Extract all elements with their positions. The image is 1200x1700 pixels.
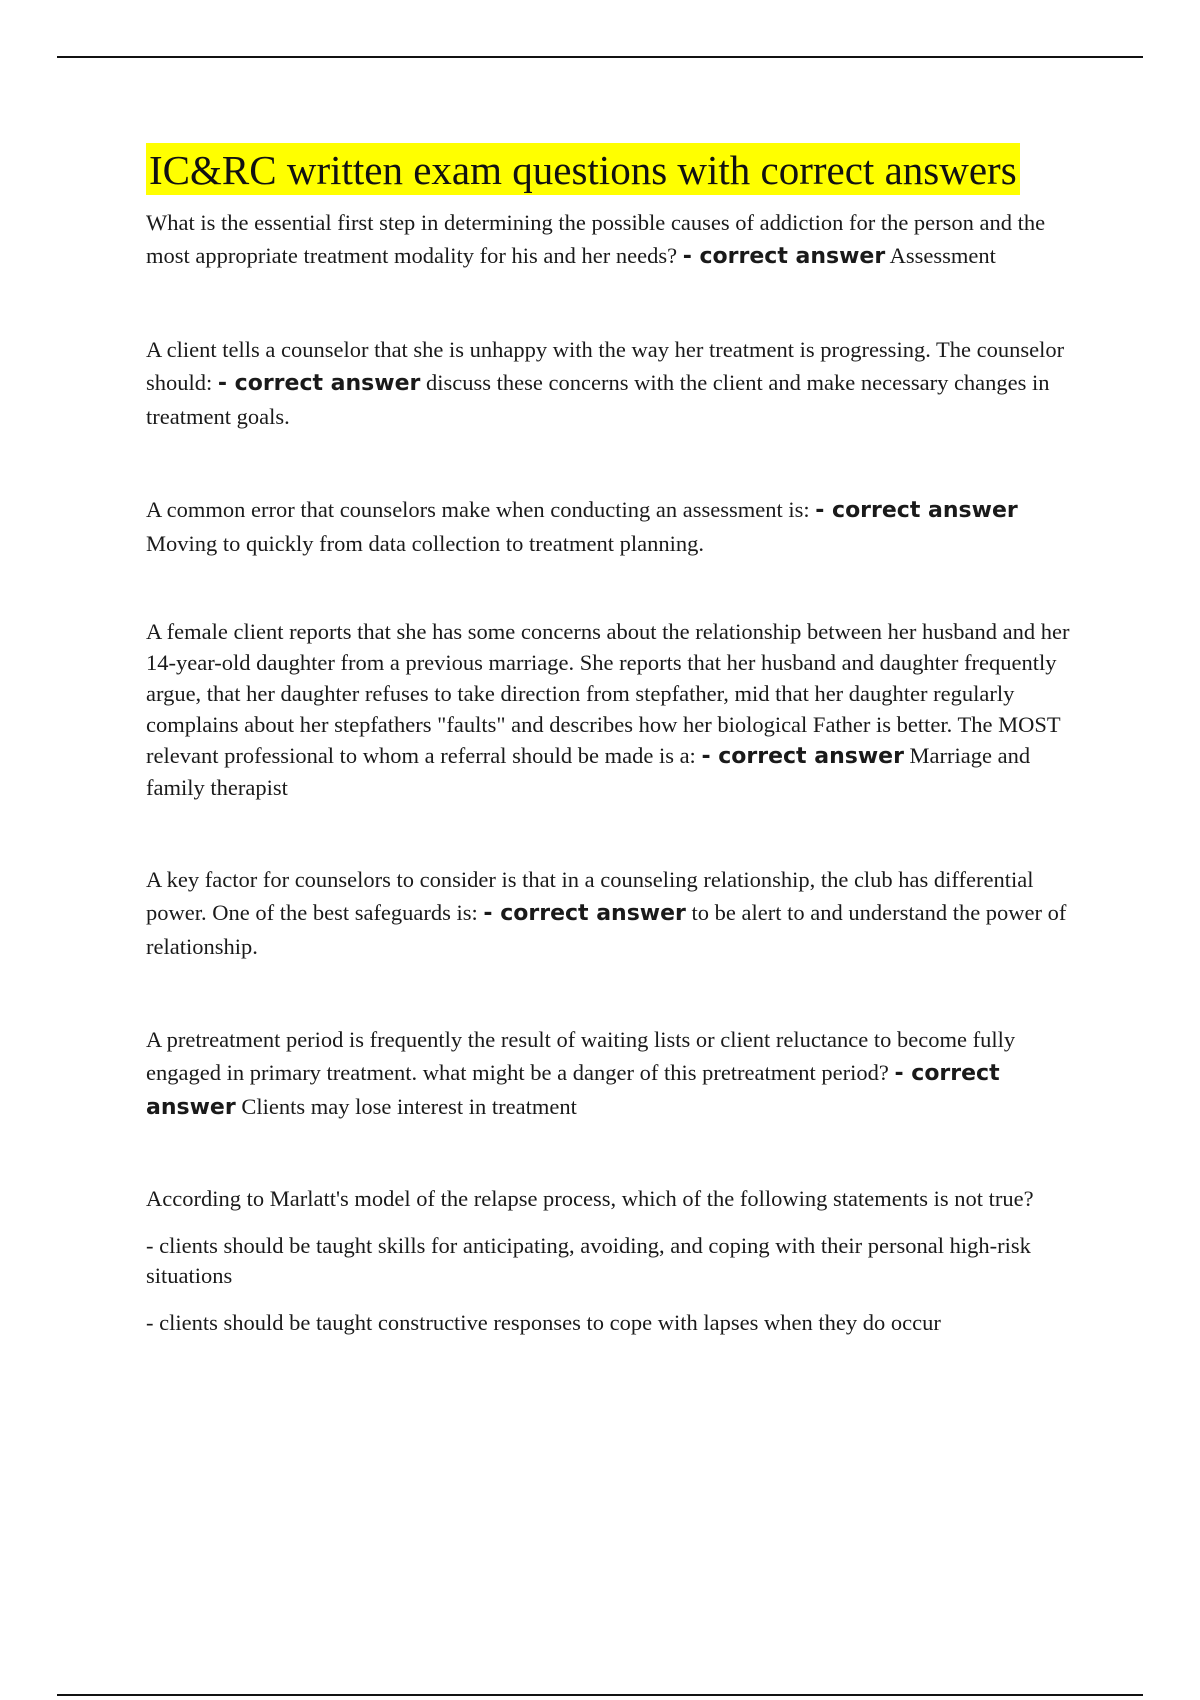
qa-paragraph [146,1023,1091,1124]
qa-paragraph [146,616,1091,803]
page-bottom-rule [57,1694,1143,1696]
answer-text: discuss these concerns with the client and make necessary changes in treatment goals. [146,370,1050,429]
qa-item-last [146,1184,1091,1338]
answer-marker: - correct answer [146,1061,1000,1120]
document-title: IC&RC written exam questions with correct answers [146,143,1020,195]
answer-marker: - correct answer [701,744,904,769]
question-text: A key factor for counselors to consider is that in a counseling relationship, the club has differential power. One of the best safeguards is: [146,867,1034,925]
option-item: - clients should be taught skills for anticipating, avoiding, and coping with their personal high-risk situations [146,1233,1031,1288]
qa-paragraph [146,333,1091,433]
qa-item [146,333,1091,433]
question-text: A female client reports that she has some concerns about the relationship between her husband and her 14-year-old daughter from a previous marriage. She reports that her husband and daughter frequently argue, that her daughter refuses to take direction from stepfather, mid that her daughter regularly complains about her stepfathers "faults" and describes how her biological Father is better. The MOST relevant professional to whom a referral should be made is a: [146,619,1070,768]
qa-item [146,493,1091,560]
qa-item [146,1023,1091,1124]
answer-marker: - correct answer [815,498,1018,523]
answer-marker: - correct answer [682,244,886,269]
qa-paragraph [146,863,1091,963]
question-text: A pretreatment period is frequently the result of waiting lists or client reluctance to become fully engaged in primary treatment. what might be a danger of this pretreatment period? [146,1027,1016,1085]
question-text: What is the essential first step in determining the possible causes of addiction for the person and the most appropriate treatment modality for his and her needs? [146,210,1046,268]
document-body [146,143,1091,1338]
question-text: A common error that counselors make when conducting an assessment is: [146,497,810,522]
question-text: A client tells a counselor that she is unhappy with the way her treatment is progressing. The counselor should: [146,337,1065,395]
question-stem: According to Marlatt's model of the relapse process, which of the following statements is not true? [146,1186,1034,1211]
qa-item [146,616,1091,803]
answer-marker: - correct answer [483,901,686,926]
qa-item [146,863,1091,963]
qa-paragraph [146,493,1091,560]
answer-marker: - correct answer [217,371,421,396]
answer-text: to be alert to and understand the power of relationship. [146,900,1067,959]
answer-text: Assessment [889,243,996,268]
qa-paragraph [146,206,1091,273]
answer-text: Moving to quickly from data collection to treatment planning. [146,531,704,556]
page-top-rule [57,56,1143,58]
qa-item [146,206,1091,273]
answer-text: Marriage and family therapist [146,743,1031,800]
option-item: - clients should be taught constructive responses to cope with lapses when they do occur [146,1310,941,1335]
answer-text: Clients may lose interest in treatment [241,1094,577,1119]
